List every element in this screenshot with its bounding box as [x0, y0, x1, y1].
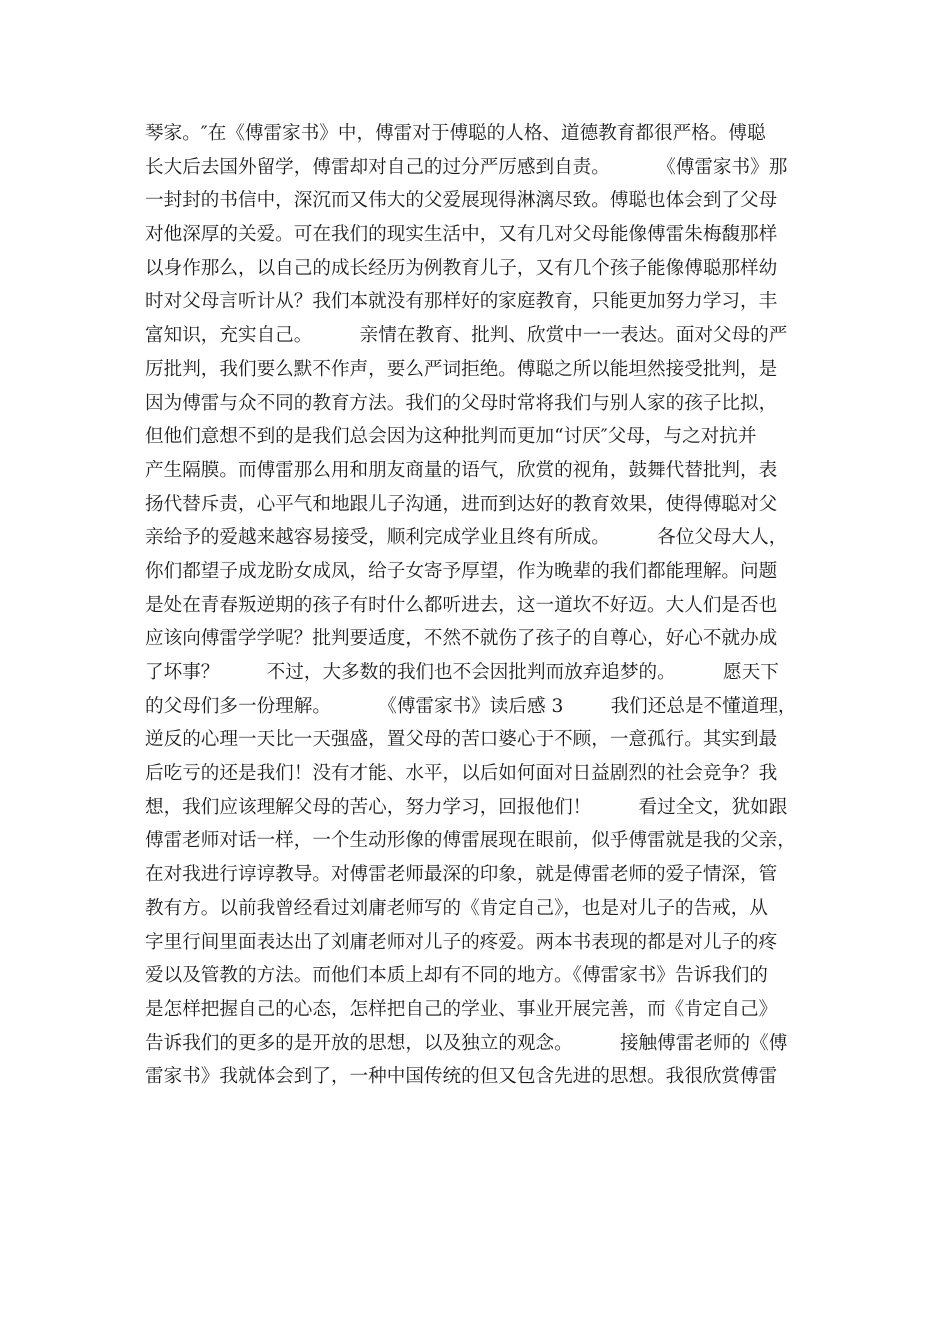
text-line: 在对我进行谆谆教导。对傅雷老师最深的印象，就是傅雷老师的爱子情深，管: [145, 864, 778, 886]
text-line: 想，我们应该理解父母的苦心，努力学习，回报他们！ 看过全文，犹如跟: [145, 796, 788, 818]
text-line: 但他们意想不到的是我们总会因为这种批判而更加“讨厌″父母，与之对抗并: [145, 426, 757, 448]
text-line: 字里行间里面表达出了刘庸老师对儿子的疼爱。两本书表现的都是对儿子的疼: [145, 931, 778, 953]
text-line: 厉批判，我们要么默不作声，要么严词拒绝。傅聪之所以能坦然接受批判，是: [145, 358, 778, 380]
text-line: 亲给予的爱越来越容易接受，顺利完成学业且终有所成。 各位父母大人，: [145, 527, 788, 549]
text-line: 富知识，充实自己。 亲情在教育、批判、欣赏中一一表达。面对父母的严: [145, 325, 788, 347]
text-line: 你们都望子成龙盼女成凤，给子女寄予厚望，作为晚辈的我们都能理解。问题: [145, 560, 778, 582]
text-line: 告诉我们的更多的是开放的思想，以及独立的观念。 接触傅雷老师的《傅: [145, 1032, 788, 1054]
text-line: 产生隔膜。而傅雷那么用和朋友商量的语气，欣赏的视角，鼓舞代替批判，表: [145, 459, 778, 481]
text-line: 了坏事？ 不过，大多数的我们也不会因批判而放弃追梦的。 愿天下: [145, 662, 779, 683]
text-line: 的父母们多一份理解。 《傅雷家书》读后感 3 我们还总是不懂道理，: [145, 695, 797, 717]
text-line: 扬代替斥责，心平气和地跟儿子沟通，进而到达好的教育效果，使得傅聪对父: [145, 493, 778, 515]
text-line: 时对父母言听计从？我们本就没有那样好的家庭教育，只能更加努力学习，丰: [145, 291, 778, 313]
text-line: 以身作那么，以自己的成长经历为例教育儿子，又有几个孩子能像傅聪那样幼: [145, 257, 778, 279]
body-text: [145, 117, 825, 1094]
text-line: 琴家。″在《傅雷家书》中，傅雷对于傅聪的人格、道德教育都很严格。傅聪: [145, 123, 766, 144]
text-line: 是处在青春叛逆期的孩子有时什么都听进去，这一道坎不好迈。大人们是否也: [145, 594, 778, 616]
text-line: 后吃亏的还是我们！没有才能、水平，以后如何面对日益剧烈的社会竞争？我: [145, 763, 778, 785]
text-line: 爱以及管教的方法。而他们本质上却有不同的地方。《傅雷家书》告诉我们的: [145, 965, 768, 987]
text-line: 一封封的书信中，深沉而又伟大的父爱展现得淋漓尽致。傅聪也体会到了父母: [145, 190, 778, 212]
text-line: 因为傅雷与众不同的教育方法。我们的父母时常将我们与别人家的孩子比拟，: [145, 392, 778, 414]
text-line: 逆反的心理一天比一天强盛，置父母的苦口婆心于不顾，一意孤行。其实到最: [145, 729, 778, 751]
text-line: 教有方。以前我曾经看过刘庸老师写的《肯定自己》，也是对儿子的告戒，从: [145, 897, 768, 919]
text-line: 应该向傅雷学学呢？批判要适度，不然不就伤了孩子的自尊心，好心不就办成: [145, 628, 778, 650]
text-line: 是怎样把握自己的心态，怎样把自己的学业、事业开展完善，而《肯定自己》: [145, 998, 778, 1020]
text-line: 长大后去国外留学，傅雷却对自己的过分严厉感到自责。 《傅雷家书》那: [145, 156, 788, 178]
text-line: 对他深厚的关爱。可在我们的现实生活中，又有几对父母能像傅雷朱梅馥那样: [145, 224, 778, 246]
text-line: 雷家书》我就体会到了，一种中国传统的但又包含先进的思想。我很欣赏傅雷: [145, 1066, 778, 1088]
text-line: 傅雷老师对话一样，一个生动形像的傅雷展现在眼前，似乎傅雷就是我的父亲，: [145, 830, 796, 852]
